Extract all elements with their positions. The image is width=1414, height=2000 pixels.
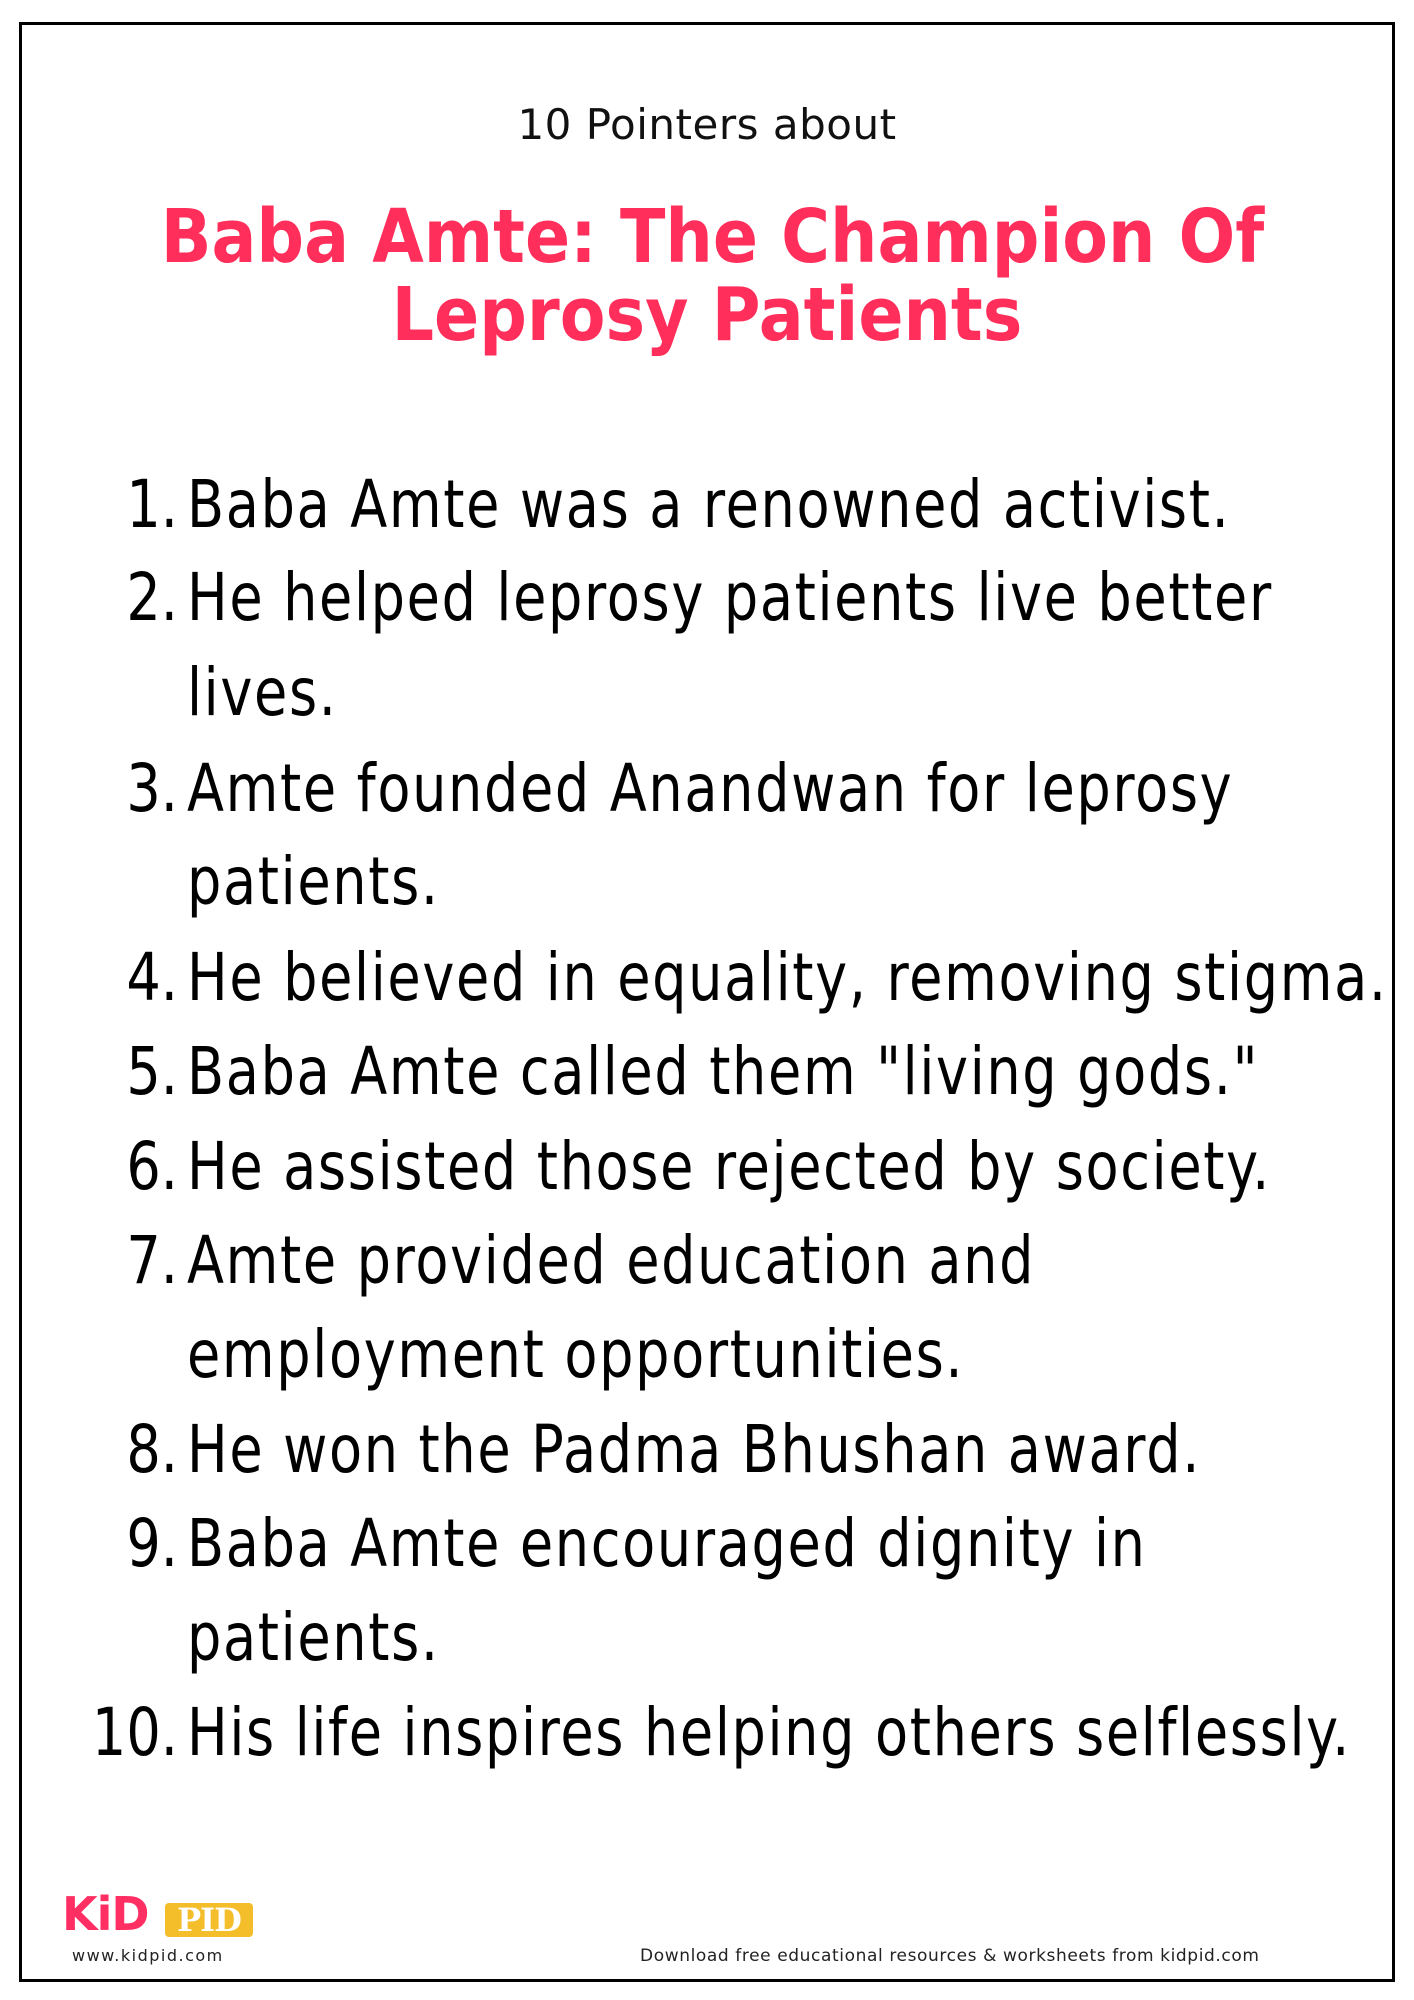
list-item-number: 7. bbox=[126, 1222, 178, 1299]
list-item-text: He believed in equality, removing stigma. bbox=[187, 939, 1388, 1016]
list-item-number: 6. bbox=[126, 1128, 178, 1205]
list-item-text: patients. bbox=[187, 843, 440, 920]
page-subtitle: 10 Pointers about bbox=[517, 100, 897, 149]
list-item-number: 5. bbox=[126, 1033, 178, 1110]
list-item-number: 1. bbox=[126, 466, 178, 543]
list-item bbox=[0, 1214, 1414, 1299]
logo-url: www.kidpid.com bbox=[72, 1946, 224, 1965]
list-item bbox=[0, 1120, 1414, 1205]
list-item-text: lives. bbox=[187, 654, 338, 731]
list-item-continuation bbox=[0, 646, 1414, 731]
list-item-number: 8. bbox=[126, 1411, 178, 1488]
list-item-text: patients. bbox=[187, 1599, 440, 1676]
list-item bbox=[0, 1025, 1414, 1110]
list-item-text: Baba Amte was a renowned activist. bbox=[187, 466, 1231, 543]
list-item-continuation bbox=[0, 835, 1414, 920]
page-title-line-1: Baba Amte: The Champion Of bbox=[160, 194, 1265, 280]
list-item bbox=[0, 931, 1414, 1016]
list-item bbox=[0, 1497, 1414, 1582]
logo-kid-wordmark: KiD bbox=[62, 1887, 149, 1941]
page-title-line-2: Leprosy Patients bbox=[391, 272, 1023, 358]
list-item-number: 9. bbox=[126, 1505, 178, 1582]
list-item-text: Amte provided education and bbox=[187, 1222, 1036, 1299]
kidpid-logo-link[interactable] bbox=[60, 1885, 260, 1970]
list-item-continuation bbox=[0, 1591, 1414, 1676]
footer-download-text: Download free educational resources & worksheets from kidpid.com bbox=[640, 1946, 1260, 1966]
list-item-number: 2. bbox=[126, 559, 178, 636]
logo-pid-badge: PID bbox=[165, 1903, 253, 1937]
list-item bbox=[0, 1403, 1414, 1488]
list-item-text: Baba Amte called them "living gods." bbox=[187, 1033, 1260, 1110]
list-item-text: He won the Padma Bhushan award. bbox=[187, 1411, 1202, 1488]
list-item-text: His life inspires helping others selflessly. bbox=[187, 1694, 1351, 1771]
list-item-text: employment opportunities. bbox=[187, 1316, 965, 1393]
list-item-number: 3. bbox=[126, 750, 178, 827]
list-item-text: He assisted those rejected by society. bbox=[187, 1128, 1271, 1205]
list-item-text: Amte founded Anandwan for leprosy bbox=[187, 750, 1234, 827]
list-item-number: 10. bbox=[91, 1694, 178, 1771]
list-item-number: 4. bbox=[126, 939, 178, 1016]
list-item bbox=[0, 742, 1414, 827]
list-item bbox=[0, 551, 1414, 636]
list-item-text: He helped leprosy patients live better bbox=[187, 559, 1273, 636]
list-item bbox=[0, 458, 1414, 543]
list-item-continuation bbox=[0, 1308, 1414, 1393]
list-item-text: Baba Amte encouraged dignity in bbox=[187, 1505, 1147, 1582]
list-item bbox=[0, 1686, 1414, 1771]
